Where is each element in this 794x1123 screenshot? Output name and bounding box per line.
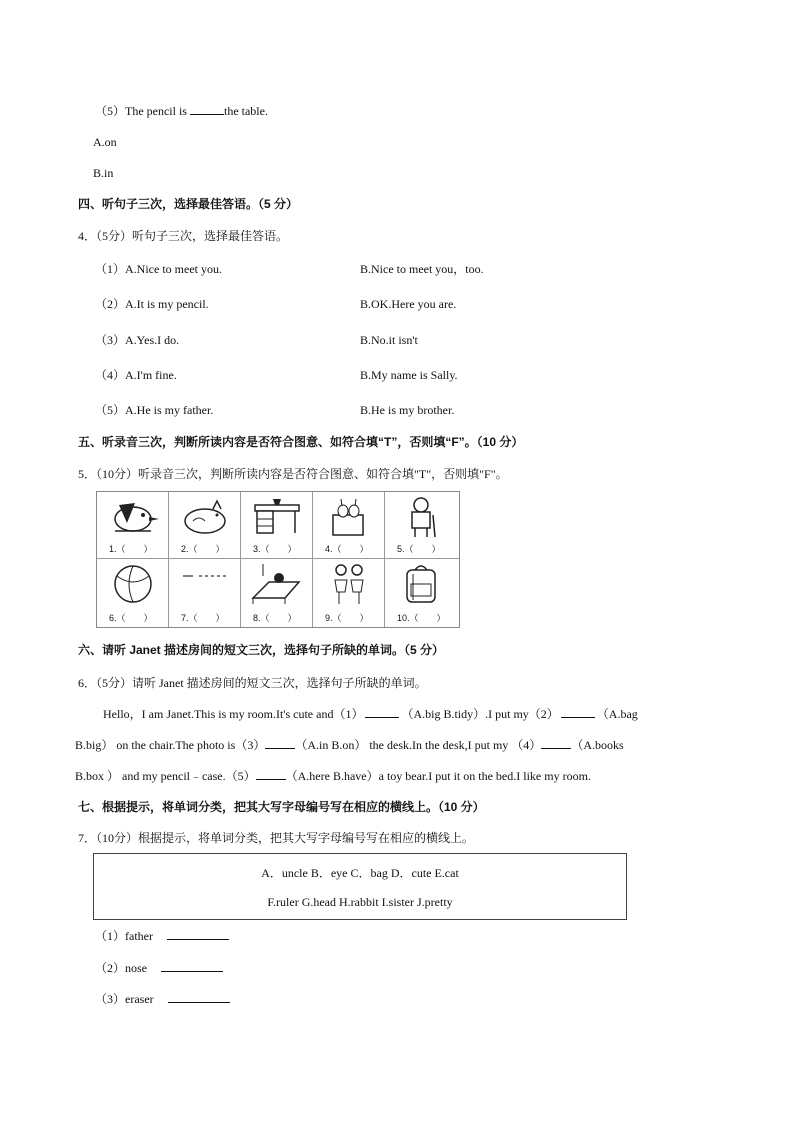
section-7-heading: 七、根据提示，将单词分类，把其大写字母编号写在相应的横线上。（10 分） xyxy=(78,800,485,814)
q7-item3-blank[interactable] xyxy=(168,991,230,1003)
passage-1a: Hello，I am Janet.This is my room.It's cute and（1） xyxy=(103,707,364,721)
picture-5-grandpa xyxy=(385,492,459,559)
answer-blank[interactable] xyxy=(190,103,224,115)
word-bank xyxy=(93,853,627,920)
q4-item4-a: （4）A.I'm fine. xyxy=(95,368,177,382)
q4-item2-a: （2）A.It is my pencil. xyxy=(95,297,209,311)
passage-2c: （A.books xyxy=(571,738,624,752)
picture-8-caption: 8.（ ） xyxy=(253,613,297,623)
question-7: 7．（10分）根据提示，将单词分类，把其大写字母编号写在相应的横线上。 xyxy=(78,831,475,845)
picture-6-ball xyxy=(97,559,169,627)
desk-icon xyxy=(249,495,305,539)
picture-3-desk xyxy=(241,492,313,559)
q7-item2-blank[interactable] xyxy=(161,960,223,972)
cat-icon xyxy=(177,495,233,539)
picture-4-box-rabbits xyxy=(313,492,385,559)
ball-icon xyxy=(105,562,161,606)
blank-3[interactable] xyxy=(265,737,295,749)
picture-1-bird xyxy=(97,492,169,559)
q4-item3-a: （3）A.Yes.I do. xyxy=(95,333,180,347)
picture-5-caption: 5.（ ） xyxy=(397,544,441,554)
q4-item1-b: B.Nice to meet you，too. xyxy=(360,262,484,276)
old-man-icon xyxy=(393,495,449,539)
word-bank-row-1: A．uncle B．eye C．bag D．cute E.cat xyxy=(261,866,459,880)
passage-2a: B.big） on the chair.The photo is（3） xyxy=(75,738,266,752)
section-5-heading: 五、听录音三次，判断所读内容是否符合图意、如符合填“T”，否则填“F”。（10 分） xyxy=(78,435,524,449)
q4-item4-b: B.My name is Sally. xyxy=(360,368,458,382)
blank-1[interactable] xyxy=(365,706,399,718)
picture-3-caption: 3.（ ） xyxy=(253,544,297,554)
q7-item1-blank[interactable] xyxy=(167,928,229,940)
children-icon xyxy=(321,562,377,606)
q7-item3-label: （3）eraser xyxy=(95,992,154,1006)
question-6: 6．（5分）请听 Janet 描述房间的短文三次，选择句子所缺的单词。 xyxy=(78,676,427,690)
bed-icon xyxy=(249,562,305,606)
q7-item1 xyxy=(95,928,229,944)
q4-item3-b: B.No.it isn't xyxy=(360,333,418,347)
picture-8-bed xyxy=(241,559,313,627)
blank-5[interactable] xyxy=(256,768,286,780)
q4-item5-b: B.He is my brother. xyxy=(360,403,455,417)
picture-7-caption: 7.（ ） xyxy=(181,613,225,623)
q3-item5 xyxy=(95,103,268,119)
q4-item2-b: B.OK.Here you are. xyxy=(360,297,457,311)
q7-item2-label: （2）nose xyxy=(95,961,147,975)
option-a: A.on xyxy=(93,135,117,149)
passage-line-1 xyxy=(103,706,638,722)
q7-item2 xyxy=(95,960,223,976)
q4-item1-a: （1）A.Nice to meet you. xyxy=(95,262,222,276)
word-bank-row-2: F.ruler G.head H.rabbit I.sister J.pretty xyxy=(267,895,453,909)
passage-1b: （A.big B.tidy）.I put my（2） xyxy=(401,707,559,721)
picture-1-caption: 1.（ ） xyxy=(109,544,153,554)
blank-2[interactable] xyxy=(561,706,595,718)
passage-2b: （A.in B.on） the desk.In the desk,I put my （4） xyxy=(295,738,542,752)
picture-grid xyxy=(96,491,460,628)
picture-2-caption: 2.（ ） xyxy=(181,544,225,554)
schoolbag-icon xyxy=(393,562,449,606)
option-b: B.in xyxy=(93,166,114,180)
picture-9-children xyxy=(313,559,385,627)
passage-1c: （A.bag xyxy=(596,707,638,721)
section-6-heading: 六、请听 Janet 描述房间的短文三次，选择句子所缺的单词。（5 分） xyxy=(78,643,445,657)
q3-item5-prompt: （5）The pencil is xyxy=(95,104,190,118)
section-4-heading: 四、听句子三次，选择最佳答语。（5 分） xyxy=(78,197,299,211)
q3-item5-after: the table. xyxy=(223,104,268,118)
passage-3b: （A.here B.have）a toy bear.I put it on the bed.I like my room. xyxy=(285,769,591,783)
q7-item3 xyxy=(95,991,230,1007)
box-icon xyxy=(321,495,377,539)
bird-icon xyxy=(105,495,161,539)
picture-7-blank xyxy=(169,559,241,627)
passage-line-2 xyxy=(75,737,624,753)
picture-4-caption: 4.（ ） xyxy=(325,544,369,554)
passage-3a: B.box ） and my pencil﹣case.（5） xyxy=(75,769,256,783)
picture-2-cat xyxy=(169,492,241,559)
picture-6-caption: 6.（ ） xyxy=(109,613,153,623)
picture-10-schoolbag xyxy=(385,559,459,627)
question-5: 5．（10分）听录音三次，判断所读内容是否符合图意、如符合填"T"，否则填"F"。 xyxy=(78,467,508,481)
dashes-icon xyxy=(177,562,233,606)
q4-item5-a: （5）A.He is my father. xyxy=(95,403,214,417)
blank-4[interactable] xyxy=(541,737,571,749)
passage-line-3 xyxy=(75,768,591,784)
question-4: 4．（5分）听句子三次，选择最佳答语。 xyxy=(78,229,289,243)
q7-item1-label: （1）father xyxy=(95,929,153,943)
picture-10-caption: 10.（ ） xyxy=(397,613,446,623)
picture-9-caption: 9.（ ） xyxy=(325,613,369,623)
